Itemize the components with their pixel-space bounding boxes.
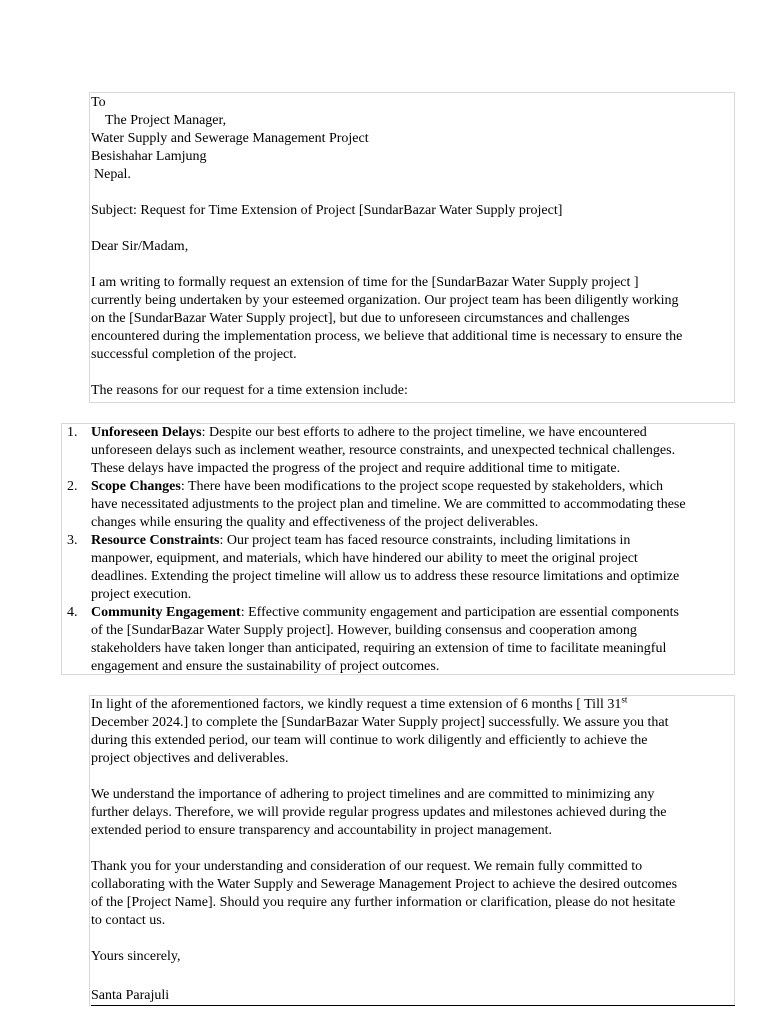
commitment-line: We understand the importance of adhering to project timelines and are committed to minimizing any xyxy=(91,787,655,802)
signoff: Yours sincerely, xyxy=(91,949,181,964)
intro-line: on the [SundarBazar Water Supply project], but due to unforeseen circumstances and challenges xyxy=(91,311,630,326)
salutation: Dear Sir/Madam, xyxy=(91,239,189,254)
request-line: In light of the aforementioned factors, we kindly request a time extension of 6 months [ Till 31 xyxy=(91,697,622,712)
country-line: Nepal. xyxy=(94,167,131,182)
intro-line: encountered during the implementation process, we believe that additional time is necessary to ensure the xyxy=(91,329,683,344)
reason-title: Scope Changes xyxy=(91,479,181,494)
reason-line: manpower, equipment, and materials, which have hindered our ability to meet the original project xyxy=(91,551,638,566)
reason-line: : There have been modifications to the project scope requested by stakeholders, which xyxy=(180,479,664,494)
reason-line: : Despite our best efforts to adhere to the project timeline, we have encountered xyxy=(201,425,647,440)
reason-line: stakeholders have taken longer than anticipated, requiring an extension of time to facilitate meaningful xyxy=(91,641,667,656)
closing-line: Thank you for your understanding and consideration of our request. We remain fully committed to xyxy=(91,859,643,874)
commitment-line: extended period to ensure transparency and accountability in project management. xyxy=(91,823,553,838)
reason-number: 4. xyxy=(67,605,78,620)
intro-paragraph xyxy=(91,274,733,364)
commitment-line: further delays. Therefore, we will provide regular progress updates and milestones achieved during the xyxy=(91,805,667,820)
closing-line: to contact us. xyxy=(91,913,166,928)
letter-header xyxy=(91,94,733,400)
request-line: during this extended period, our team will continue to work diligently and efficiently to achieve the xyxy=(91,733,648,748)
reasons-list xyxy=(63,424,735,676)
closing-paragraph xyxy=(91,858,733,930)
reason-line: of the [SundarBazar Water Supply project]. However, building consensus and cooperation among xyxy=(91,623,637,638)
closing-line: of the [Project Name]. Should you require any further information or clarification, please do not hesitate xyxy=(91,895,676,910)
intro-line: currently being undertaken by your esteemed organization. Our project team has been diligently working xyxy=(91,293,679,308)
request-line: project objectives and deliverables. xyxy=(91,751,289,766)
reason-item xyxy=(63,532,735,604)
request-line: December 2024.] to complete the [SundarBazar Water Supply project] successfully. We assure you that xyxy=(91,715,669,730)
reason-title: Resource Constraints xyxy=(91,533,220,548)
date-ordinal: st xyxy=(621,694,628,705)
intro-line: I am writing to formally request an extension of time for the [SundarBazar Water Supply project ] xyxy=(91,275,639,290)
reason-line: project execution. xyxy=(91,587,192,602)
reason-line: changes while ensuring the quality and effectiveness of the project deliverables. xyxy=(91,515,539,530)
reason-line: deadlines. Extending the project timeline will allow us to address these resource limitations and optimize xyxy=(91,569,680,584)
reason-line: unforeseen delays such as inclement weather, resource constraints, and unexpected technical challenges. xyxy=(91,443,676,458)
reason-title: Unforeseen Delays xyxy=(91,425,202,440)
reason-line: These delays have impacted the progress of the project and require additional time to mitigate. xyxy=(91,461,621,476)
location-line: Besishahar Lamjung xyxy=(91,149,207,164)
reason-item xyxy=(63,478,735,532)
reason-line: engagement and ensure the sustainability of project outcomes. xyxy=(91,659,440,674)
closing-line: collaborating with the Water Supply and Sewerage Management Project to achieve the desired outcomes xyxy=(91,877,678,892)
intro-line: successful completion of the project. xyxy=(91,347,297,362)
signature-name: Santa Parajuli xyxy=(91,987,735,1006)
reason-line: : Effective community engagement and participation are essential components xyxy=(240,605,679,620)
commitment-paragraph xyxy=(91,786,733,840)
reason-item xyxy=(63,604,735,676)
organization-line: Water Supply and Sewerage Management Project xyxy=(91,131,369,146)
reason-number: 2. xyxy=(67,479,78,494)
to-line: To xyxy=(91,95,106,110)
recipient-line: The Project Manager, xyxy=(105,113,227,128)
reason-item xyxy=(63,424,735,478)
reasons-intro: The reasons for our request for a time extension include: xyxy=(91,383,408,398)
reason-title: Community Engagement xyxy=(91,605,241,620)
subject-line: Subject: Request for Time Extension of Project [SundarBazar Water Supply project] xyxy=(91,203,563,218)
reason-number: 3. xyxy=(67,533,78,548)
reason-line: : Our project team has faced resource constraints, including limitations in xyxy=(219,533,631,548)
request-paragraph xyxy=(91,696,733,768)
reason-line: have necessitated adjustments to the project plan and timeline. We are committed to accommodating these xyxy=(91,497,686,512)
letter-body-closing xyxy=(91,696,733,966)
reason-number: 1. xyxy=(67,425,78,440)
